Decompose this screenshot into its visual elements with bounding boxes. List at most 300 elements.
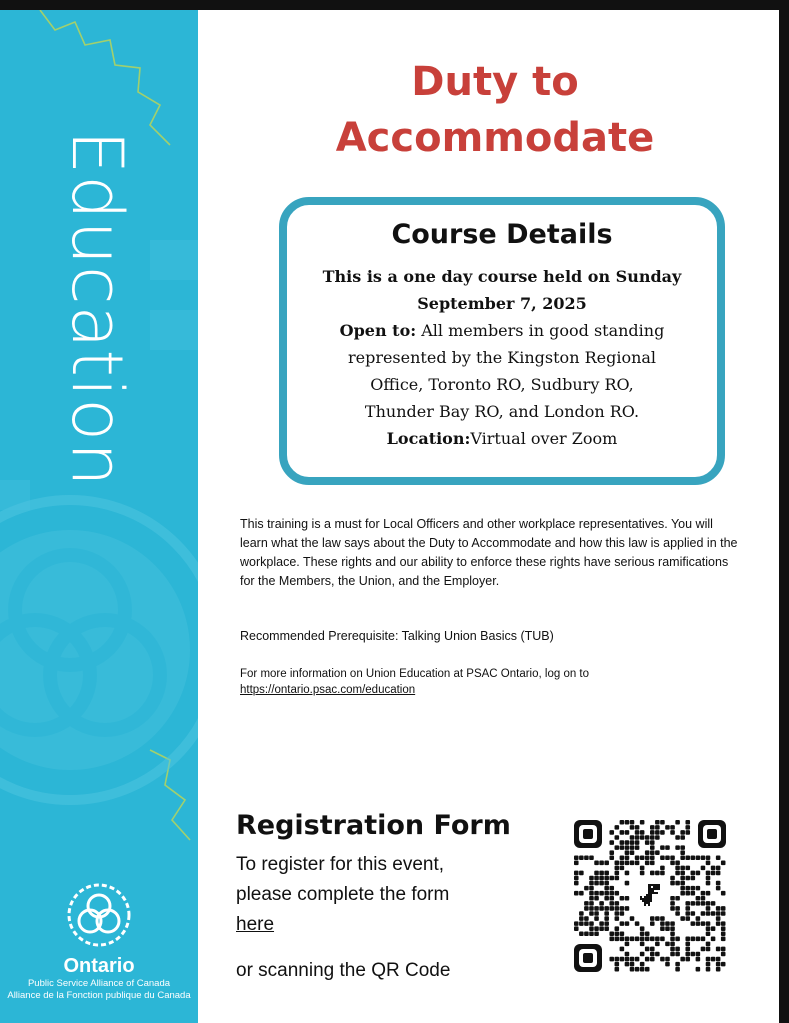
qr-module [665,962,670,967]
qr-module [706,957,711,962]
qr-module [579,891,584,896]
qr-module [604,926,609,931]
qr-module [625,861,630,866]
qr-module [675,896,680,901]
qr-module [604,911,609,916]
qr-module [635,830,640,835]
qr-module [670,896,675,901]
qr-module [635,861,640,866]
qr-module [660,845,665,850]
qr-module [691,921,696,926]
registration-text [236,850,536,940]
qr-module [675,947,680,952]
qr-module [680,845,685,850]
qr-module [701,911,706,916]
qr-module [685,911,690,916]
qr-module [635,967,640,972]
qr-module [630,916,635,921]
qr-module [660,937,665,942]
qr-module [620,896,625,901]
qr-module [670,947,675,952]
qr-module [574,881,579,886]
qr-module [691,886,696,891]
qr-module [625,921,630,926]
qr-module [620,957,625,962]
qr-module [716,962,721,967]
qr-module [609,830,614,835]
qr-module [685,947,690,952]
qr-module [640,830,645,835]
education-sidebar [0,10,198,1023]
qr-module [665,957,670,962]
ontario-label: Ontario [63,955,135,977]
qr-module [615,901,620,906]
qr-module [635,835,640,840]
qr-module [691,901,696,906]
qr-module [640,962,645,967]
registration-line-2: please complete the form [236,884,450,905]
qr-module [589,921,594,926]
qr-module [630,845,635,850]
page-title [290,54,700,166]
qr-module [599,906,604,911]
registration-heading: Registration Form [236,810,511,841]
qr-module [609,850,614,855]
qr-module [665,855,670,860]
qr-module [685,942,690,947]
qr-module [599,891,604,896]
qr-module [625,830,630,835]
qr-module [620,911,625,916]
qr-module [594,926,599,931]
open-to-line-4: Thunder Bay RO, and London RO. [364,402,640,421]
qr-module [650,921,655,926]
qr-module [716,906,721,911]
alliance-french: Alliance de la Fonction publique du Canada [7,990,191,1001]
qr-module [630,957,635,962]
qr-module [655,952,660,957]
qr-module [599,921,604,926]
qr-module [685,906,690,911]
qr-module [645,855,650,860]
qr-module [645,967,650,972]
qr-module [706,942,711,947]
qr-module [645,840,650,845]
registration-qr-code[interactable] [570,816,730,976]
qr-module [594,916,599,921]
qr-module [650,850,655,855]
qr-module [721,911,726,916]
qr-module [665,845,670,850]
qr-module [711,866,716,871]
qr-module [670,825,675,830]
qr-module [625,881,630,886]
qr-module [584,886,589,891]
qr-module [604,916,609,921]
qr-module [685,937,690,942]
qr-module [716,967,721,972]
qr-module [574,855,579,860]
qr-module [691,871,696,876]
qr-module [645,937,650,942]
course-intro-line-1: This is a one day course held on Sunday [322,267,682,286]
qr-module [670,942,675,947]
qr-finder-bottom-left [574,944,602,972]
qr-module [660,855,665,860]
qr-module [670,861,675,866]
qr-module [609,886,614,891]
qr-module [655,937,660,942]
open-to-label: Open to: [339,321,417,340]
qr-module [615,911,620,916]
qr-module [685,830,690,835]
qr-module [660,916,665,921]
qr-module [604,896,609,901]
qr-module [706,911,711,916]
qr-module [630,967,635,972]
qr-module [650,855,655,860]
qr-module [584,916,589,921]
qr-module [604,871,609,876]
qr-module [589,881,594,886]
qr-module [716,957,721,962]
qr-module [650,937,655,942]
qr-module [701,866,706,871]
qr-module [655,820,660,825]
qr-module [609,937,614,942]
qr-module [696,952,701,957]
qr-module [706,855,711,860]
qr-module [716,911,721,916]
qr-module [584,855,589,860]
qr-module [620,820,625,825]
alliance-english: Public Service Alliance of Canada [27,978,171,989]
qr-module [701,891,706,896]
qr-module [721,861,726,866]
qr-module [701,901,706,906]
qr-module [630,825,635,830]
qr-module [660,926,665,931]
more-info [240,666,740,698]
qr-module [599,876,604,881]
course-details-box [279,197,725,485]
qr-module [589,886,594,891]
qr-module [604,876,609,881]
qr-module [620,937,625,942]
qr-module [620,947,625,952]
qr-module [680,916,685,921]
qr-module [675,962,680,967]
qr-module [650,840,655,845]
qr-module [615,962,620,967]
qr-module [620,921,625,926]
qr-module [625,850,630,855]
qr-module [716,921,721,926]
qr-module [615,866,620,871]
qr-module [604,891,609,896]
qr-module [584,906,589,911]
qr-module [589,901,594,906]
qr-module [650,957,655,962]
qr-module [589,855,594,860]
qr-module [574,921,579,926]
open-to-line-1: All members in good standing [421,321,665,340]
qr-module [711,957,716,962]
qr-module [584,901,589,906]
qr-module [675,911,680,916]
title-line-1: Duty to [411,59,579,105]
qr-module [655,942,660,947]
qr-module [630,861,635,866]
location-label: Location: [386,429,471,448]
qr-module [589,876,594,881]
qr-module [594,861,599,866]
qr-module [680,830,685,835]
qr-module [721,926,726,931]
qr-module [680,957,685,962]
open-to-line-2: represented by the Kingston Regional [347,348,657,367]
qr-module [680,866,685,871]
qr-module [650,830,655,835]
qr-module [691,855,696,860]
qr-module [691,937,696,942]
qr-module [675,845,680,850]
qr-module [670,926,675,931]
qr-module [615,906,620,911]
qr-module [645,957,650,962]
qr-module [716,855,721,860]
qr-module [680,850,685,855]
scan-qr-text: or scanning the QR Code [236,960,451,981]
qr-module [675,820,680,825]
qr-module [620,931,625,936]
qr-module [645,931,650,936]
qr-module [650,845,655,850]
qr-module [685,901,690,906]
qr-module [645,861,650,866]
prerequisite-text: Recommended Prerequisite: Talking Union Basics (TUB) [240,629,554,643]
qr-module [609,957,614,962]
qr-module [625,962,630,967]
qr-module [721,906,726,911]
qr-module [680,835,685,840]
qr-module [630,840,635,845]
qr-module [615,891,620,896]
qr-module [620,906,625,911]
qr-module [615,871,620,876]
qr-module [635,921,640,926]
qr-module [574,861,579,866]
qr-module [701,896,706,901]
qr-module [635,825,640,830]
qr-module [609,840,614,845]
qr-module [660,957,665,962]
qr-module [706,891,711,896]
qr-module [675,871,680,876]
qr-module [594,911,599,916]
qr-module [706,962,711,967]
qr-module [706,947,711,952]
qr-module [599,881,604,886]
qr-module [675,881,680,886]
qr-module [635,840,640,845]
qr-module [655,835,660,840]
qr-module [665,942,670,947]
qr-module [615,931,620,936]
course-date: September 7, 2025 [417,294,587,313]
qr-module [625,957,630,962]
qr-module [691,891,696,896]
qr-module [670,921,675,926]
qr-module [685,916,690,921]
registration-here-link[interactable]: here [236,914,275,935]
qr-module [685,886,690,891]
education-vertical-title: Education [56,130,138,488]
qr-module [691,911,696,916]
qr-module [655,871,660,876]
qr-module [574,891,579,896]
qr-module [609,901,614,906]
qr-module [579,916,584,921]
qr-module [589,931,594,936]
qr-module [609,891,614,896]
qr-module [660,866,665,871]
qr-module [589,896,594,901]
qr-module [716,866,721,871]
qr-module [594,871,599,876]
qr-module [574,926,579,931]
qr-module [716,947,721,952]
qr-module [630,850,635,855]
qr-module [691,876,696,881]
qr-module [615,926,620,931]
qr-module [620,866,625,871]
qr-module [630,937,635,942]
qr-module [615,876,620,881]
qr-module [620,830,625,835]
qr-module [660,820,665,825]
qr-module [615,967,620,972]
qr-module [706,871,711,876]
psac-trillium-logo [62,878,136,952]
qr-module [711,901,716,906]
qr-module [706,931,711,936]
qr-module [670,881,675,886]
qr-module [579,931,584,936]
qr-module [604,906,609,911]
qr-module [696,896,701,901]
qr-module [599,901,604,906]
qr-module [609,876,614,881]
qr-module [625,952,630,957]
qr-module [721,962,726,967]
qr-module [696,855,701,860]
qr-module [620,855,625,860]
qr-module [630,962,635,967]
qr-module [701,855,706,860]
qr-module [675,861,680,866]
qr-module [665,921,670,926]
qr-module [670,876,675,881]
qr-module [594,881,599,886]
course-description: This training is a must for Local Officers and other workplace representatives. You will learn what the law says about the Duty to Accommodate and how this law is applied in the workplace. These rights and our ability to enforce these rights have serious ramifications for the Members, the Union, and the Employer. [240,517,738,588]
qr-module [625,937,630,942]
qr-module [680,855,685,860]
qr-module [685,866,690,871]
qr-module [625,820,630,825]
dinosaur-icon [634,880,666,912]
qr-module [696,901,701,906]
qr-module [640,942,645,947]
qr-finder-top-left [574,820,602,848]
qr-module [635,957,640,962]
qr-module [594,876,599,881]
qr-module [706,876,711,881]
qr-module [721,931,726,936]
qr-module [599,861,604,866]
qr-module [640,937,645,942]
qr-module [701,947,706,952]
qr-module [696,957,701,962]
qr-module [645,850,650,855]
qr-module [609,906,614,911]
qr-module [675,937,680,942]
education-link[interactable]: https://ontario.psac.com/education [240,684,416,696]
qr-module [696,921,701,926]
qr-module [594,896,599,901]
qr-module [625,840,630,845]
qr-module [645,947,650,952]
qr-module [721,937,726,942]
qr-module [625,942,630,947]
qr-module [675,906,680,911]
qr-module [635,845,640,850]
qr-module [696,967,701,972]
qr-module [670,906,675,911]
qr-module [680,886,685,891]
title-line-2: Accommodate [335,115,655,161]
qr-module [665,926,670,931]
qr-module [716,871,721,876]
qr-module [574,871,579,876]
qr-module [625,896,630,901]
qr-module [589,926,594,931]
qr-module [609,931,614,936]
qr-module [640,871,645,876]
qr-module [711,937,716,942]
qr-module [696,916,701,921]
qr-module [650,871,655,876]
qr-module [706,906,711,911]
qr-module [660,830,665,835]
qr-module [685,820,690,825]
qr-module [685,952,690,957]
course-details-heading: Course Details [391,219,613,250]
qr-module [675,866,680,871]
qr-module [615,916,620,921]
qr-module [721,921,726,926]
qr-module [701,937,706,942]
qr-module [640,855,645,860]
qr-module [604,886,609,891]
qr-module [680,876,685,881]
qr-module [706,921,711,926]
qr-module [650,947,655,952]
qr-module [609,855,614,860]
qr-module [630,835,635,840]
qr-module [594,906,599,911]
qr-module [670,901,675,906]
